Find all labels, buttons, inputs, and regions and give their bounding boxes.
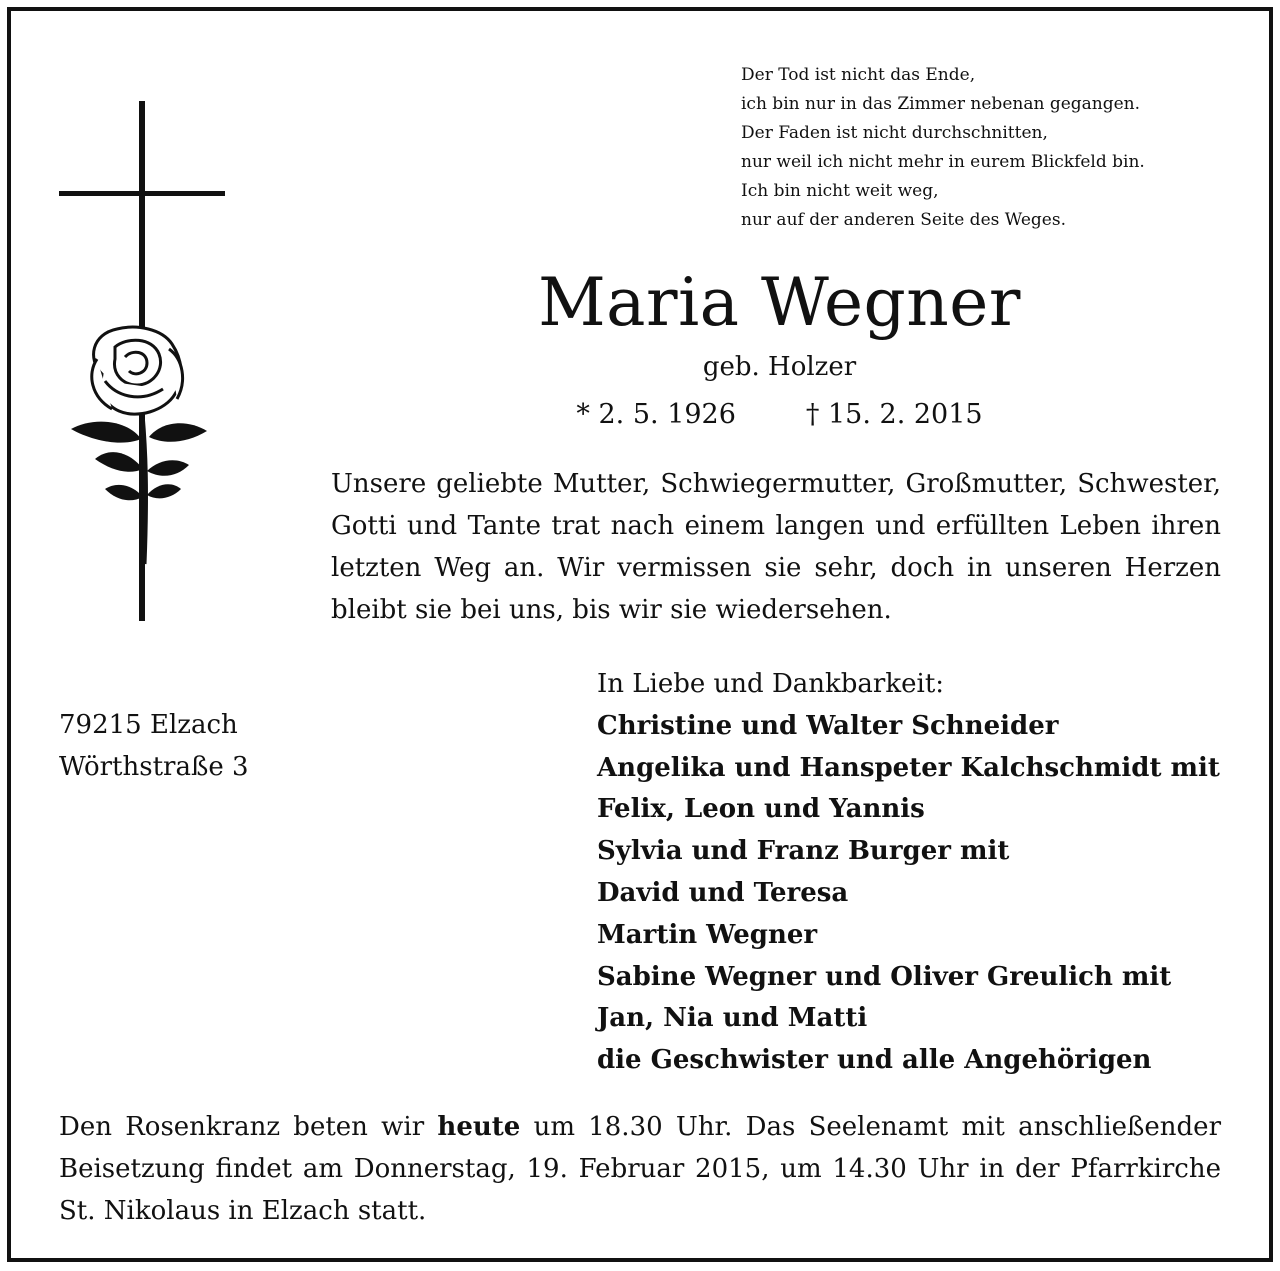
maiden-name: geb. Holzer xyxy=(702,352,857,382)
mourner-line: Sabine Wegner und Oliver Greulich mit xyxy=(597,961,1172,992)
death-date: † 15. 2. 2015 xyxy=(805,399,983,430)
address xyxy=(59,704,319,788)
poem-line: ich bin nur in das Zimmer nebenan gegangen. xyxy=(741,94,1141,114)
service-emphasis: heute xyxy=(437,1112,521,1142)
birth-date: * 2. 5. 1926 xyxy=(576,399,736,430)
mourner-line: die Geschwister und alle Angehörigen xyxy=(597,1045,1152,1076)
life-dates xyxy=(311,398,1248,432)
deceased-name: Maria Wegner xyxy=(538,264,1021,341)
poem-line: Der Faden ist nicht durchschnitten, xyxy=(741,123,1048,143)
rose-icon xyxy=(57,319,207,569)
poem-line: Der Tod ist nicht das Ende, xyxy=(741,65,976,85)
obituary-notice xyxy=(7,7,1273,1262)
mourner-line: Sylvia und Franz Burger mit xyxy=(597,836,1010,867)
memorial-message: Unsere geliebte Mutter, Schwiegermutter, Großmutter, Schwester, Gotti und Tante trat nach einem langen und erfüllten Leben ihren letzten Weg an. Wir vermissen sie sehr, doch in unseren Herzen bleibt sie bei uns, bis wir sie wiedersehen. xyxy=(331,469,1221,625)
mourners-intro: In Liebe und Dankbarkeit: xyxy=(597,669,945,699)
poem-line: Ich bin nicht weit weg, xyxy=(741,181,939,201)
mourners-list xyxy=(597,664,1257,1082)
address-street: Wörthstraße 3 xyxy=(59,752,249,782)
poem xyxy=(741,61,1241,235)
mourner-line: Christine und Walter Schneider xyxy=(597,710,1059,741)
poem-line: nur auf der anderen Seite des Weges. xyxy=(741,210,1066,230)
address-city: 79215 Elzach xyxy=(59,710,238,740)
service-text-after: um 18.30 Uhr. Das Seelenamt mit anschließender Beisetzung findet am Donnerstag, 19. Februar 2015, um 14.30 Uhr in der Pfarrkirche St. Nikolaus in Elzach statt. xyxy=(59,1112,1222,1226)
mourner-line: Felix, Leon und Yannis xyxy=(597,794,925,825)
service-announcement xyxy=(59,1106,1221,1232)
cross-horizontal-bar xyxy=(59,191,225,196)
poem-line: nur weil ich nicht mehr in eurem Blickfeld bin. xyxy=(741,152,1145,172)
mourner-line: Jan, Nia und Matti xyxy=(597,1003,868,1034)
service-text-before: Den Rosenkranz beten wir xyxy=(59,1112,438,1142)
mourner-line: Martin Wegner xyxy=(597,919,818,950)
mourner-line: Angelika und Hanspeter Kalchschmidt mit xyxy=(597,752,1220,783)
mourner-line: David und Teresa xyxy=(597,877,849,908)
